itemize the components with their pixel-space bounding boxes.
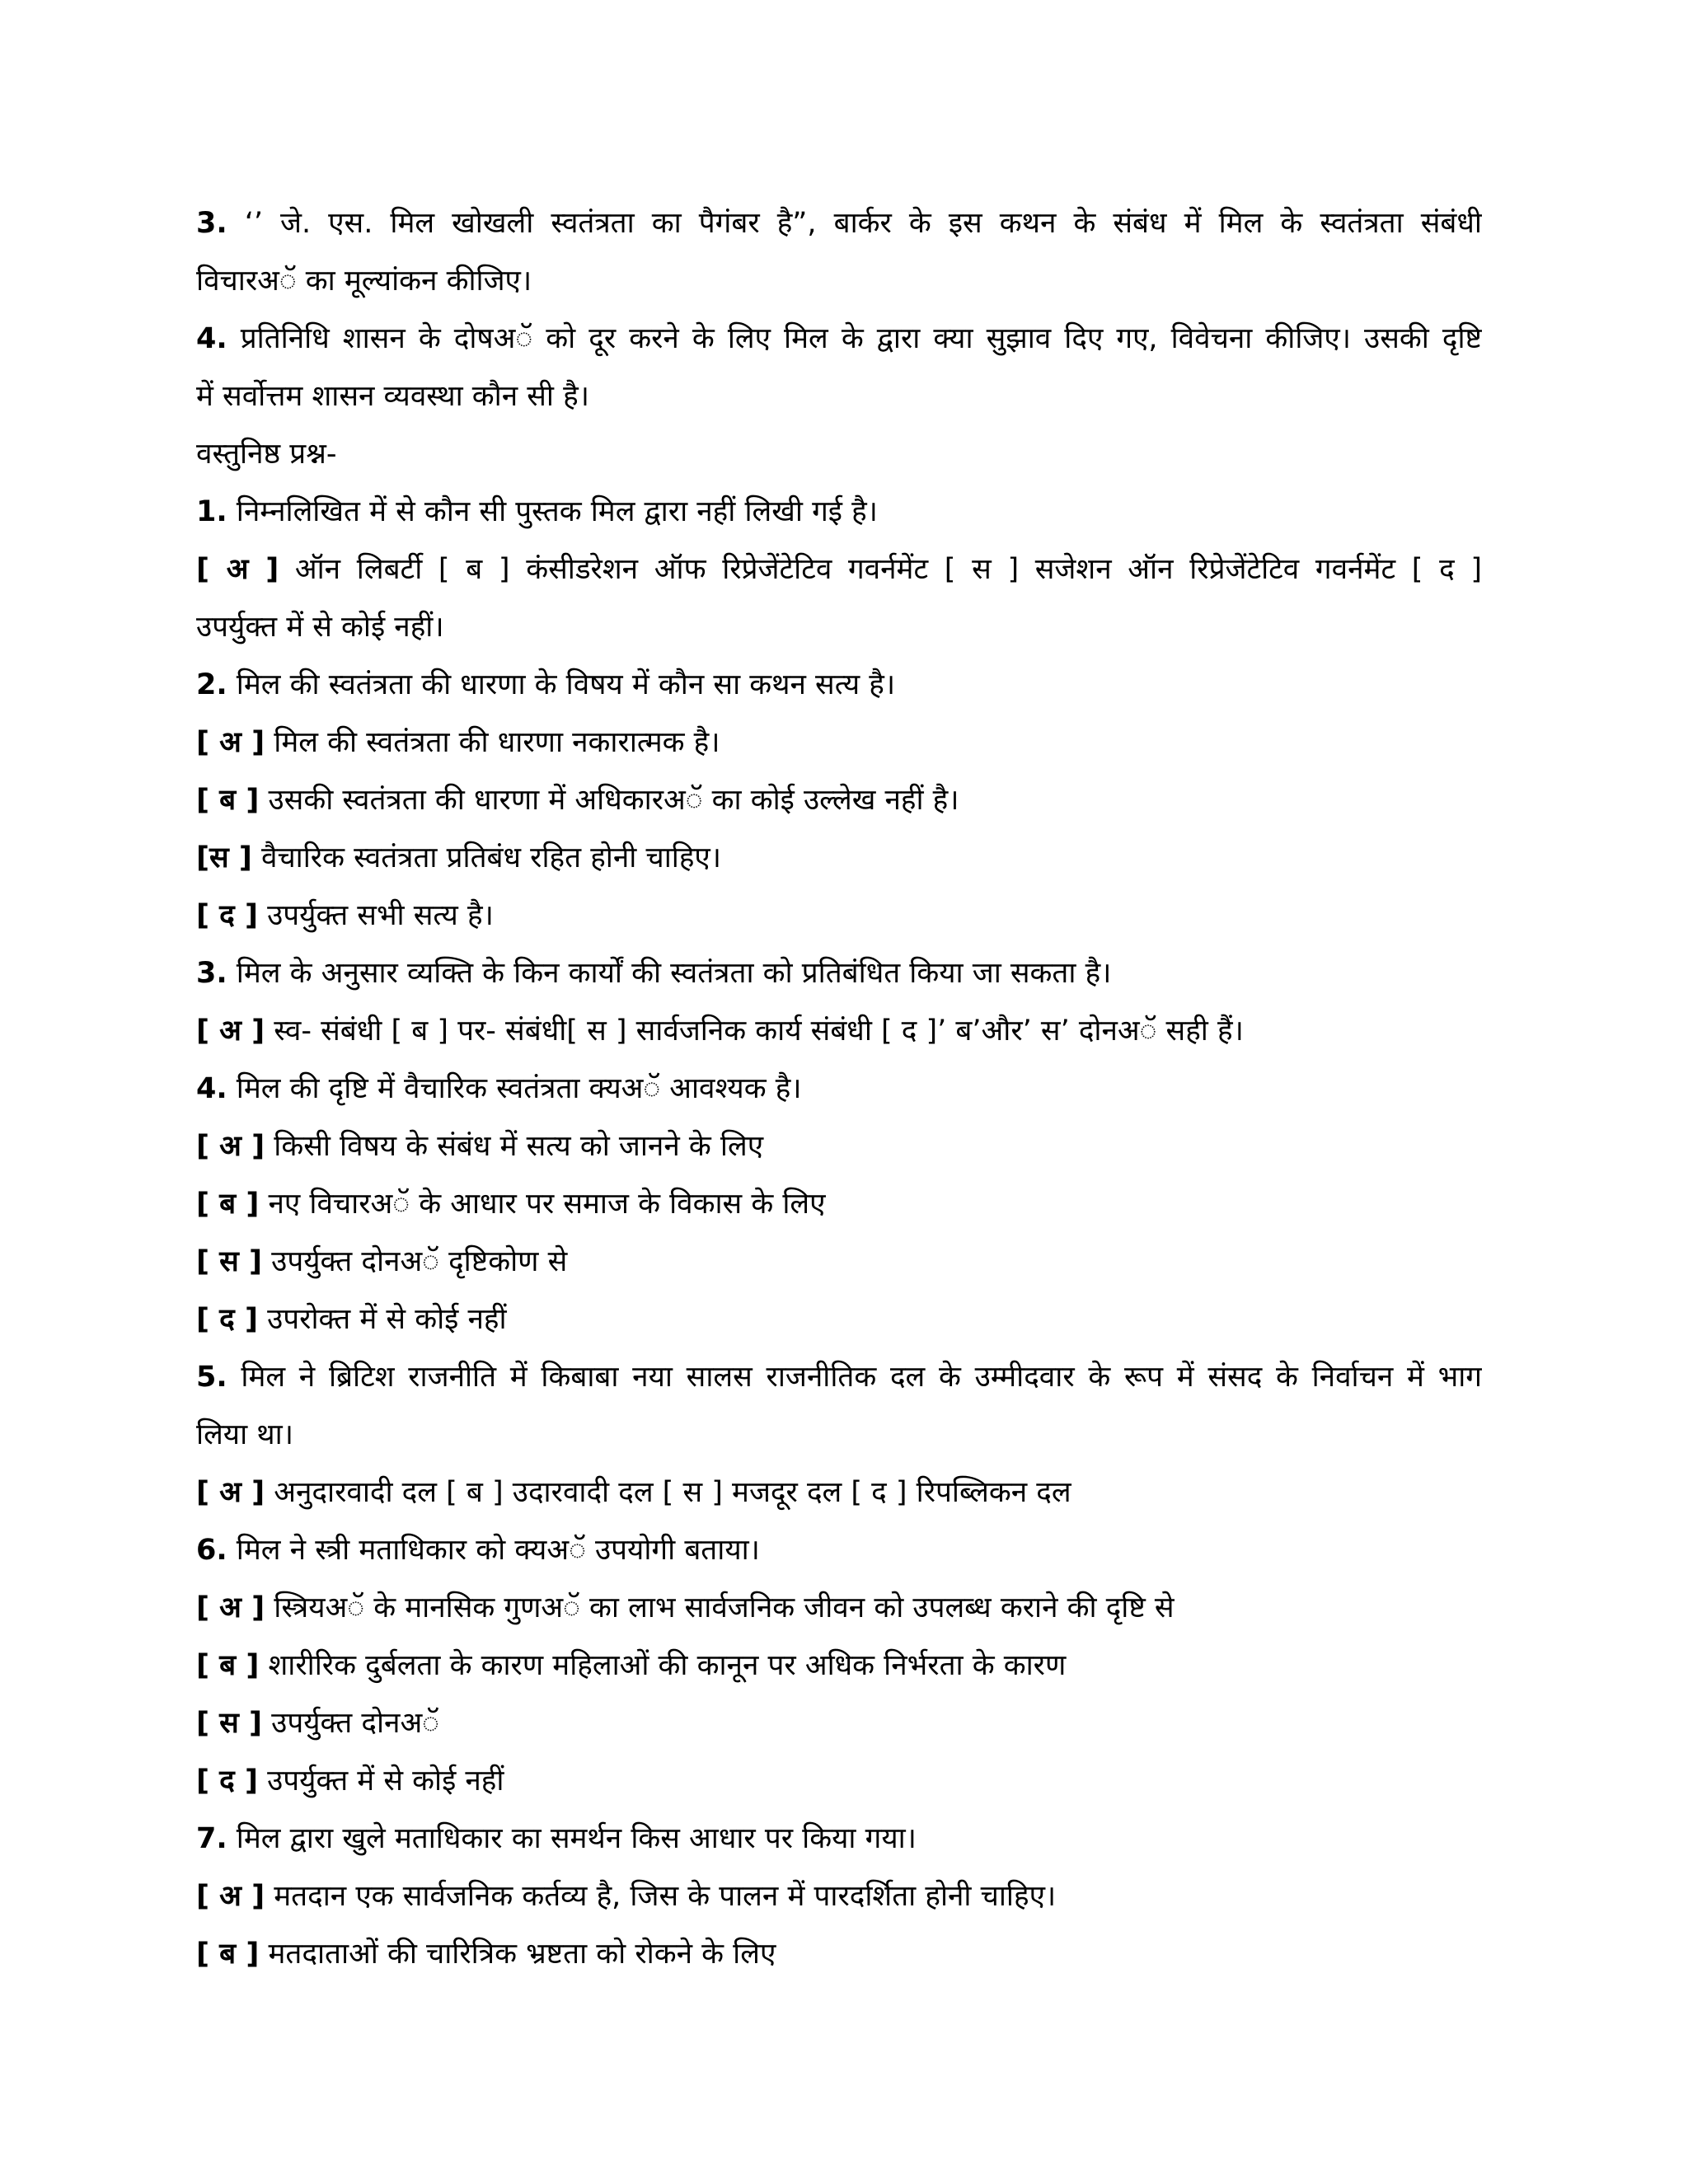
text-line (196, 1060, 1482, 1118)
line-text: शारीरिक दुर्बलता के कारण महिलाओं की कानून पर अधिक निर्भरता के कारण (268, 1649, 1067, 1682)
text-line (196, 541, 1482, 598)
text-line (196, 1694, 1482, 1752)
line-text: स्त्रियअॅ के मानसिक गुणअॅ का लाभ सार्वजनिक जीवन को उपलब्ध कराने की दृष्टि से (274, 1591, 1175, 1624)
text-line (196, 887, 1482, 944)
line-text: नए विचारअॅ के आधार पर समाज के विकास के लिए (268, 1188, 826, 1221)
line-text: वैचारिक स्वतंत्रता प्रतिबंध रहित होनी चाहिए। (260, 841, 722, 874)
option-label: [ अ ] (196, 553, 279, 586)
text-line (196, 368, 1482, 425)
option-label: [ स ] (196, 1707, 263, 1740)
line-text: मिल की स्वतंत्रता की धारणा नकारात्मक है। (274, 726, 720, 759)
line-text: मतदान एक सार्वजनिक कर्तव्य है, जिस के पालन में पारदर्शिता होनी चाहिए। (274, 1880, 1057, 1913)
question-number: 5. (196, 1361, 227, 1394)
line-text: उपर्युक्त दोनअॅ दृष्टिकोण से (271, 1245, 568, 1278)
line-text: ऑन लिबर्टी [ ब ] कंसीडरेशन ऑफ रिप्रेजेंटेटिव गवर्नमेंट [ स ] सजेशन ऑन रिप्रेजेंटेटिव गवर्नमेंट [ द ] (294, 553, 1482, 586)
text-line (196, 1348, 1482, 1406)
text-line (196, 829, 1482, 887)
line-text: मिल की स्वतंत्रता की धारणा के विषय में कौन सा कथन सत्य है। (236, 668, 896, 701)
option-label: [ अ ] (196, 1591, 265, 1624)
option-label: [स ] (196, 841, 252, 874)
text-line (196, 1233, 1482, 1291)
option-label: [ अ ] (196, 1880, 265, 1913)
question-number: 4. (196, 1072, 227, 1105)
text-line (196, 1464, 1482, 1521)
line-text: अनुदारवादी दल [ ब ] उदारवादी दल [ स ] मजदूर दल [ द ] रिपब्लिकन दल (274, 1476, 1071, 1509)
option-label: [ अ ] (196, 1476, 265, 1509)
line-text: मतदाताओं की चारित्रिक भ्रष्टता को रोकने के लिए (268, 1938, 776, 1971)
option-label: [ ब ] (196, 1188, 260, 1221)
text-line (196, 1752, 1482, 1810)
line-text: मिल द्वारा खुले मताधिकार का समर्थन किस आधार पर किया गया। (236, 1822, 917, 1855)
text-line (196, 1118, 1482, 1175)
text-line (196, 1002, 1482, 1060)
option-label: [ ब ] (196, 1938, 260, 1971)
option-label: [ ब ] (196, 1649, 260, 1682)
text-line (196, 714, 1482, 771)
line-text: मिल के अनुसार व्यक्ति के किन कार्यों की स्वतंत्रता को प्रतिबंधित किया जा सकता है। (236, 957, 1112, 990)
line-text: उपर्युक्त दोनअॅ (271, 1707, 439, 1740)
line-text: मिल ने स्त्री मताधिकार को क्यअॅ उपयोगी बताया। (236, 1534, 760, 1567)
line-text: प्रतिनिधि शासन के दोषअॅ को दूर करने के लिए मिल के द्वारा क्या सुझाव दिए गए, विवेचना कीजिए। उसकी दृष्टि (240, 322, 1482, 355)
option-label: [ अ ] (196, 1015, 265, 1047)
text-line (196, 1175, 1482, 1233)
option-label: [ द ] (196, 1765, 258, 1797)
question-number: 7. (196, 1822, 227, 1855)
text-line (196, 771, 1482, 829)
question-number: 6. (196, 1534, 227, 1567)
line-text: निम्नलिखित में से कौन सी पुस्तक मिल द्वारा नहीं लिखी गई है। (236, 495, 878, 528)
text-line (196, 1406, 1482, 1464)
question-number: 3. (196, 957, 227, 990)
text-line (196, 944, 1482, 1002)
text-line (196, 194, 1482, 252)
line-text: उपर्युक्त में से कोई नहीं (267, 1765, 504, 1797)
line-text: मिल की दृष्टि में वैचारिक स्वतंत्रता क्यअॅ आवश्यक है। (236, 1072, 802, 1105)
option-label: [ द ] (196, 1303, 258, 1336)
option-label: [ अ ] (196, 1130, 265, 1163)
text-line (196, 598, 1482, 656)
text-line (196, 1810, 1482, 1868)
line-text: वस्तुनिष्ठ प्रश्न- (196, 438, 337, 471)
text-line (196, 1521, 1482, 1579)
text-line (196, 1868, 1482, 1925)
text-line (196, 1925, 1482, 1983)
text-line (196, 1579, 1482, 1637)
text-line (196, 1637, 1482, 1694)
line-text: उपर्युक्त में से कोई नहीं। (196, 611, 444, 644)
question-number: 2. (196, 668, 227, 701)
question-number: 1. (196, 495, 227, 528)
option-label: [ ब ] (196, 784, 260, 817)
line-text: उपरोक्त में से कोई नहीं (267, 1303, 507, 1336)
line-text: लिया था। (196, 1418, 293, 1451)
text-line (196, 656, 1482, 714)
option-label: [ अ ] (196, 726, 265, 759)
text-line (196, 425, 1482, 483)
text-line (196, 252, 1482, 310)
text-line (196, 310, 1482, 368)
line-text: में सर्वोत्तम शासन व्यवस्था कौन सी है। (196, 380, 589, 413)
question-number: 3. (196, 207, 227, 240)
line-text: उपर्युक्त सभी सत्य है। (267, 899, 494, 932)
line-text: उसकी स्वतंत्रता की धारणा में अधिकारअॅ का कोई उल्लेख नहीं है। (268, 784, 959, 817)
line-text: किसी विषय के संबंध में सत्य को जानने के लिए (274, 1130, 764, 1163)
option-label: [ द ] (196, 899, 258, 932)
question-number: 4. (196, 322, 227, 355)
line-text: विचारअॅ का मूल्यांकन कीजिए। (196, 265, 532, 298)
document-page (196, 194, 1482, 1983)
option-label: [ स ] (196, 1245, 263, 1278)
line-text: स्व- संबंधी [ ब ] पर- संबंधी[ स ] सार्वजनिक कार्य संबंधी [ द ]’ ब’और’ स’ दोनअॅ सही हैं। (274, 1015, 1244, 1047)
text-line (196, 1291, 1482, 1348)
line-text: मिल ने ब्रिटिश राजनीति में किबाबा नया सालस राजनीतिक दल के उम्मीदवार के रूप में संसद के निर्वाचन में भाग (241, 1361, 1482, 1394)
text-line (196, 483, 1482, 541)
line-text: ‘’ जे. एस. मिल खोखली स्वतंत्रता का पैगंबर है”, बार्कर के इस कथन के संबंध में मिल के स्वतंत्रता संबंधी (244, 207, 1482, 240)
